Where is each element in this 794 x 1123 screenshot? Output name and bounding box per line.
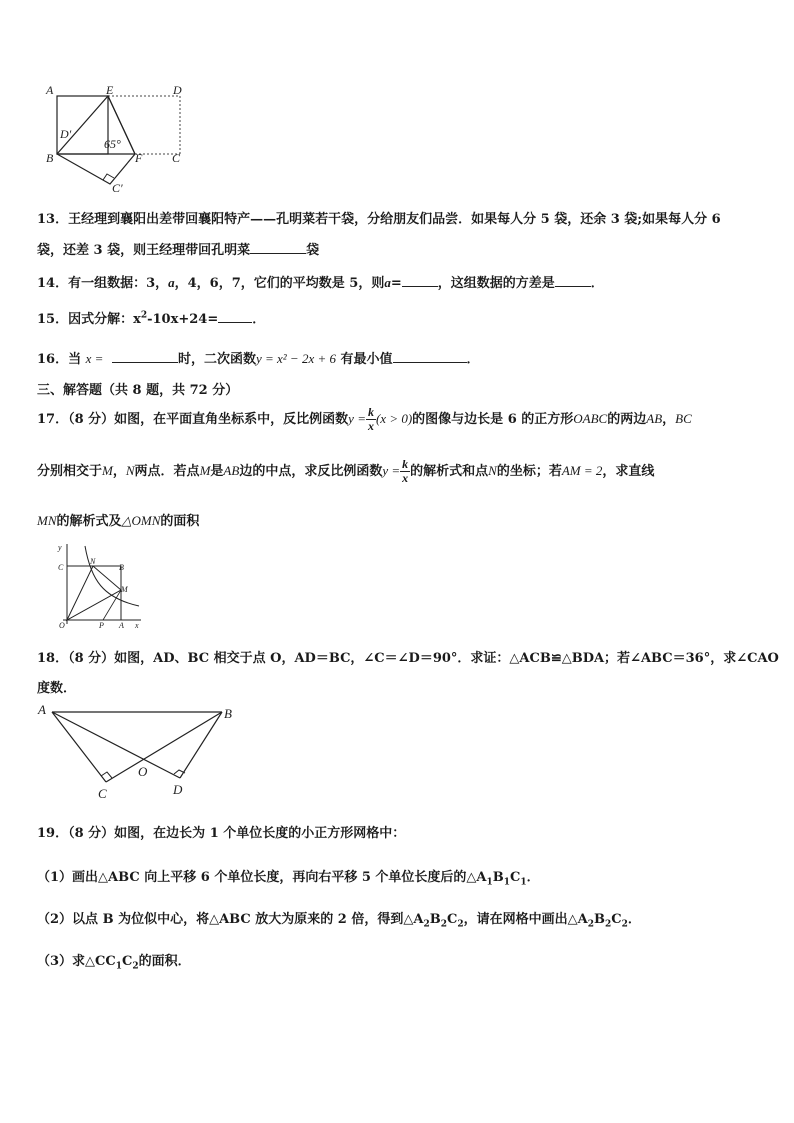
q16-x-eq: x =	[85, 351, 104, 366]
fig17-label-y: y	[58, 543, 62, 552]
q17-mn: MN	[37, 513, 57, 528]
q13-unit: 袋	[306, 243, 320, 258]
q17-y-eq: y =	[348, 411, 366, 426]
q17-y-eq-2: y =	[382, 463, 401, 478]
label-e: E	[106, 83, 114, 97]
q19-part3	[37, 950, 191, 972]
q19-p1-text-c: C	[510, 870, 521, 885]
label-f: F	[135, 151, 143, 165]
fig17-label-n: N	[90, 557, 96, 566]
q17-coordinate-figure	[55, 540, 145, 630]
q17-text-line3-b: 的面积	[160, 514, 200, 529]
q19-p2-text-b: B	[429, 912, 441, 927]
q17-line3	[37, 510, 199, 529]
square-oabc	[67, 566, 121, 620]
q19-p2-sub5: 2	[604, 919, 612, 930]
q19-p1-text-a: （1）画出△ABC 向上平移 6 个单位长度，再向右平移 5 个单位长度后的△A	[37, 870, 487, 885]
q17-text-line2-a: 分别相交于	[37, 464, 103, 479]
q14-line	[37, 272, 604, 291]
label-b: B	[46, 151, 54, 165]
label-d-prime: D′	[60, 127, 72, 141]
label-d: D	[173, 83, 182, 97]
q16-text-d: ．	[466, 352, 480, 367]
q14-var-a2: a	[384, 275, 391, 290]
q17-text-line2-g: ，求直线	[602, 464, 655, 479]
q19-p1-sub1: 1	[486, 877, 493, 888]
fig17-label-p: P	[99, 621, 104, 630]
q19-part1	[37, 866, 540, 888]
q17-m2: M	[199, 463, 211, 478]
q19-p2-text-f: C	[611, 912, 622, 927]
q16-line	[37, 348, 480, 367]
q17-text-line2-e: 的解析式和点	[410, 464, 489, 479]
q15-text-a: 15．因式分解：x	[37, 312, 141, 327]
q14-text-d: ，这组数据的方差是	[437, 276, 555, 291]
q17-text-line2-d: 边的中点，求反比例函数	[239, 464, 383, 479]
q17-comma: ，	[662, 412, 676, 427]
q19-p2-text-c: C	[446, 912, 458, 927]
q19-p1-sub2: 1	[503, 877, 511, 888]
q15-text-c: ．	[252, 312, 266, 327]
q19-p2-text-d: ，请在网格中画出△A	[463, 912, 588, 927]
triangle-omn	[67, 566, 121, 620]
q17-n: N	[125, 463, 135, 478]
q17-text-line2-c: 是	[210, 464, 224, 479]
fig17-label-o: O	[59, 621, 65, 630]
q19-p3-text-c: 的面积．	[138, 954, 191, 969]
fig18-label-a: A	[38, 702, 46, 717]
q17-sep: ，	[112, 464, 126, 479]
q17-frac-den-2: x	[402, 471, 409, 485]
q17-line2	[37, 458, 654, 485]
fig18-label-c: C	[98, 786, 107, 801]
q15-line	[37, 308, 265, 327]
q18-line1: 18．（8 分）如图，AD、BC 相交于点 O，AD＝BC，∠C＝∠D＝90°．求证：△ACB≌△BDA；若∠ABC＝36°，求∠CAO	[37, 651, 779, 666]
q17-am: AM = 2	[561, 463, 603, 478]
label-angle-65: 65°	[104, 137, 121, 151]
q19-p2-sub3: 2	[457, 919, 464, 930]
q17-oabc: OABC	[573, 411, 608, 426]
q19-p2-sub4: 2	[587, 919, 594, 930]
label-c-prime: C′	[112, 181, 123, 195]
fig18-label-o: O	[138, 764, 148, 779]
fig17-label-m: M	[121, 585, 128, 594]
q17-line1	[37, 406, 692, 433]
q17-text-line2-b: 两点．若点	[134, 464, 200, 479]
q16-text-c: 有最小值	[340, 352, 393, 367]
q13-line1: 13．王经理到襄阳出差带回襄阳特产——孔明菜若干袋，分给朋友们品尝．如果每人分 5 袋，还余 3 袋;如果每人分 6	[37, 212, 721, 227]
q16-answer-blank-min	[393, 350, 467, 363]
fig17-label-c: C	[58, 563, 64, 572]
fig17-label-a: A	[119, 621, 124, 630]
q17-fraction	[366, 406, 376, 433]
segment-bc	[106, 712, 222, 782]
q19-p2-sub2: 2	[440, 919, 447, 930]
q14-var-a: a	[168, 275, 175, 290]
q17-text-a: 17．（8 分）如图，在平面直角坐标系中，反比例函数	[37, 412, 349, 427]
q19-p1-text-b: B	[492, 870, 504, 885]
label-a: A	[46, 83, 54, 97]
fig17-label-x: x	[135, 621, 139, 630]
q13-line2	[37, 239, 319, 258]
q15-sup: 2	[140, 310, 148, 321]
label-c: C	[172, 151, 181, 165]
q19-line1: 19．（8 分）如图，在边长为 1 个单位长度的小正方形网格中：	[37, 826, 406, 841]
q19-p2-text-g: ．	[627, 912, 641, 927]
right-angle-mark-c-prime	[103, 174, 114, 180]
q17-n2: N	[488, 463, 497, 478]
segment-ad	[52, 712, 180, 778]
q17-frac-num-2: k	[402, 457, 409, 471]
q19-p2-text-a: （2）以点 B 为位似中心，将△ABC 放大为原来的 2 倍，得到△A	[37, 912, 424, 927]
q14-text-a: 14．有一组数据：3，	[37, 276, 169, 291]
q19-p1-text-d: ．	[526, 870, 540, 885]
q18-line2: 度数．	[37, 681, 77, 696]
fig17-label-b: B	[119, 563, 124, 572]
q17-text-b: 的图像与边长是 6 的正方形	[412, 412, 574, 427]
q19-p3-text-a: （3）求△CC	[37, 954, 116, 969]
q14-text-e: ．	[590, 276, 604, 291]
q15-answer-blank	[218, 310, 252, 323]
segment-ac	[52, 712, 106, 782]
q19-p2-sub6: 2	[621, 919, 628, 930]
q17-text-c: 的两边	[607, 412, 647, 427]
q17-condition: (x > 0)	[375, 411, 413, 426]
q17-text-line3-a: 的解析式及	[56, 514, 122, 529]
q18-triangle-figure	[30, 700, 250, 802]
q19-p2-sub1: 2	[423, 919, 430, 930]
q17-fraction-2	[400, 458, 410, 485]
q19-p3-text-b: C	[122, 954, 133, 969]
q19-p3-sub2: 2	[132, 961, 139, 972]
segment-bd	[180, 712, 222, 778]
q17-bc: BC	[675, 411, 692, 426]
section-3-title: 三、解答题（共 8 题，共 72 分）	[37, 383, 239, 398]
q19-part2	[37, 908, 641, 930]
q16-text-a: 16．当	[37, 352, 82, 367]
q13-answer-blank	[250, 241, 306, 254]
q14-text-b: ，4，6，7，它们的平均数是 5，则	[174, 276, 385, 291]
q17-frac-den: x	[367, 419, 374, 433]
q16-formula: y = x² − 2x + 6	[255, 351, 336, 366]
fig18-label-d: D	[173, 782, 183, 797]
q19-p2-text-e: B	[593, 912, 605, 927]
q16-text-b: 时，二次函数	[177, 352, 256, 367]
fig18-label-b: B	[224, 706, 232, 721]
q17-m: M	[102, 463, 113, 478]
q17-text-line2-f: 的坐标；若	[496, 464, 562, 479]
q14-text-c: =	[390, 276, 402, 291]
q17-ab2: AB	[223, 463, 240, 478]
q15-text-b: -10x+24=	[147, 312, 219, 327]
q17-ab: AB	[646, 411, 663, 426]
q14-answer-blank-a	[402, 274, 438, 287]
q17-frac-num: k	[367, 405, 374, 419]
q19-p3-sub1: 1	[115, 961, 123, 972]
q16-answer-blank-x	[112, 350, 178, 363]
q17-triangle: △OMN	[121, 513, 161, 528]
q13-line2-text: 袋，还差 3 袋，则王经理带回孔明菜	[37, 243, 251, 258]
hyperbola-curve	[85, 546, 139, 606]
q14-answer-blank-variance	[555, 274, 591, 287]
folded-rectangle-figure	[40, 80, 190, 195]
q19-p1-sub3: 1	[520, 877, 527, 888]
